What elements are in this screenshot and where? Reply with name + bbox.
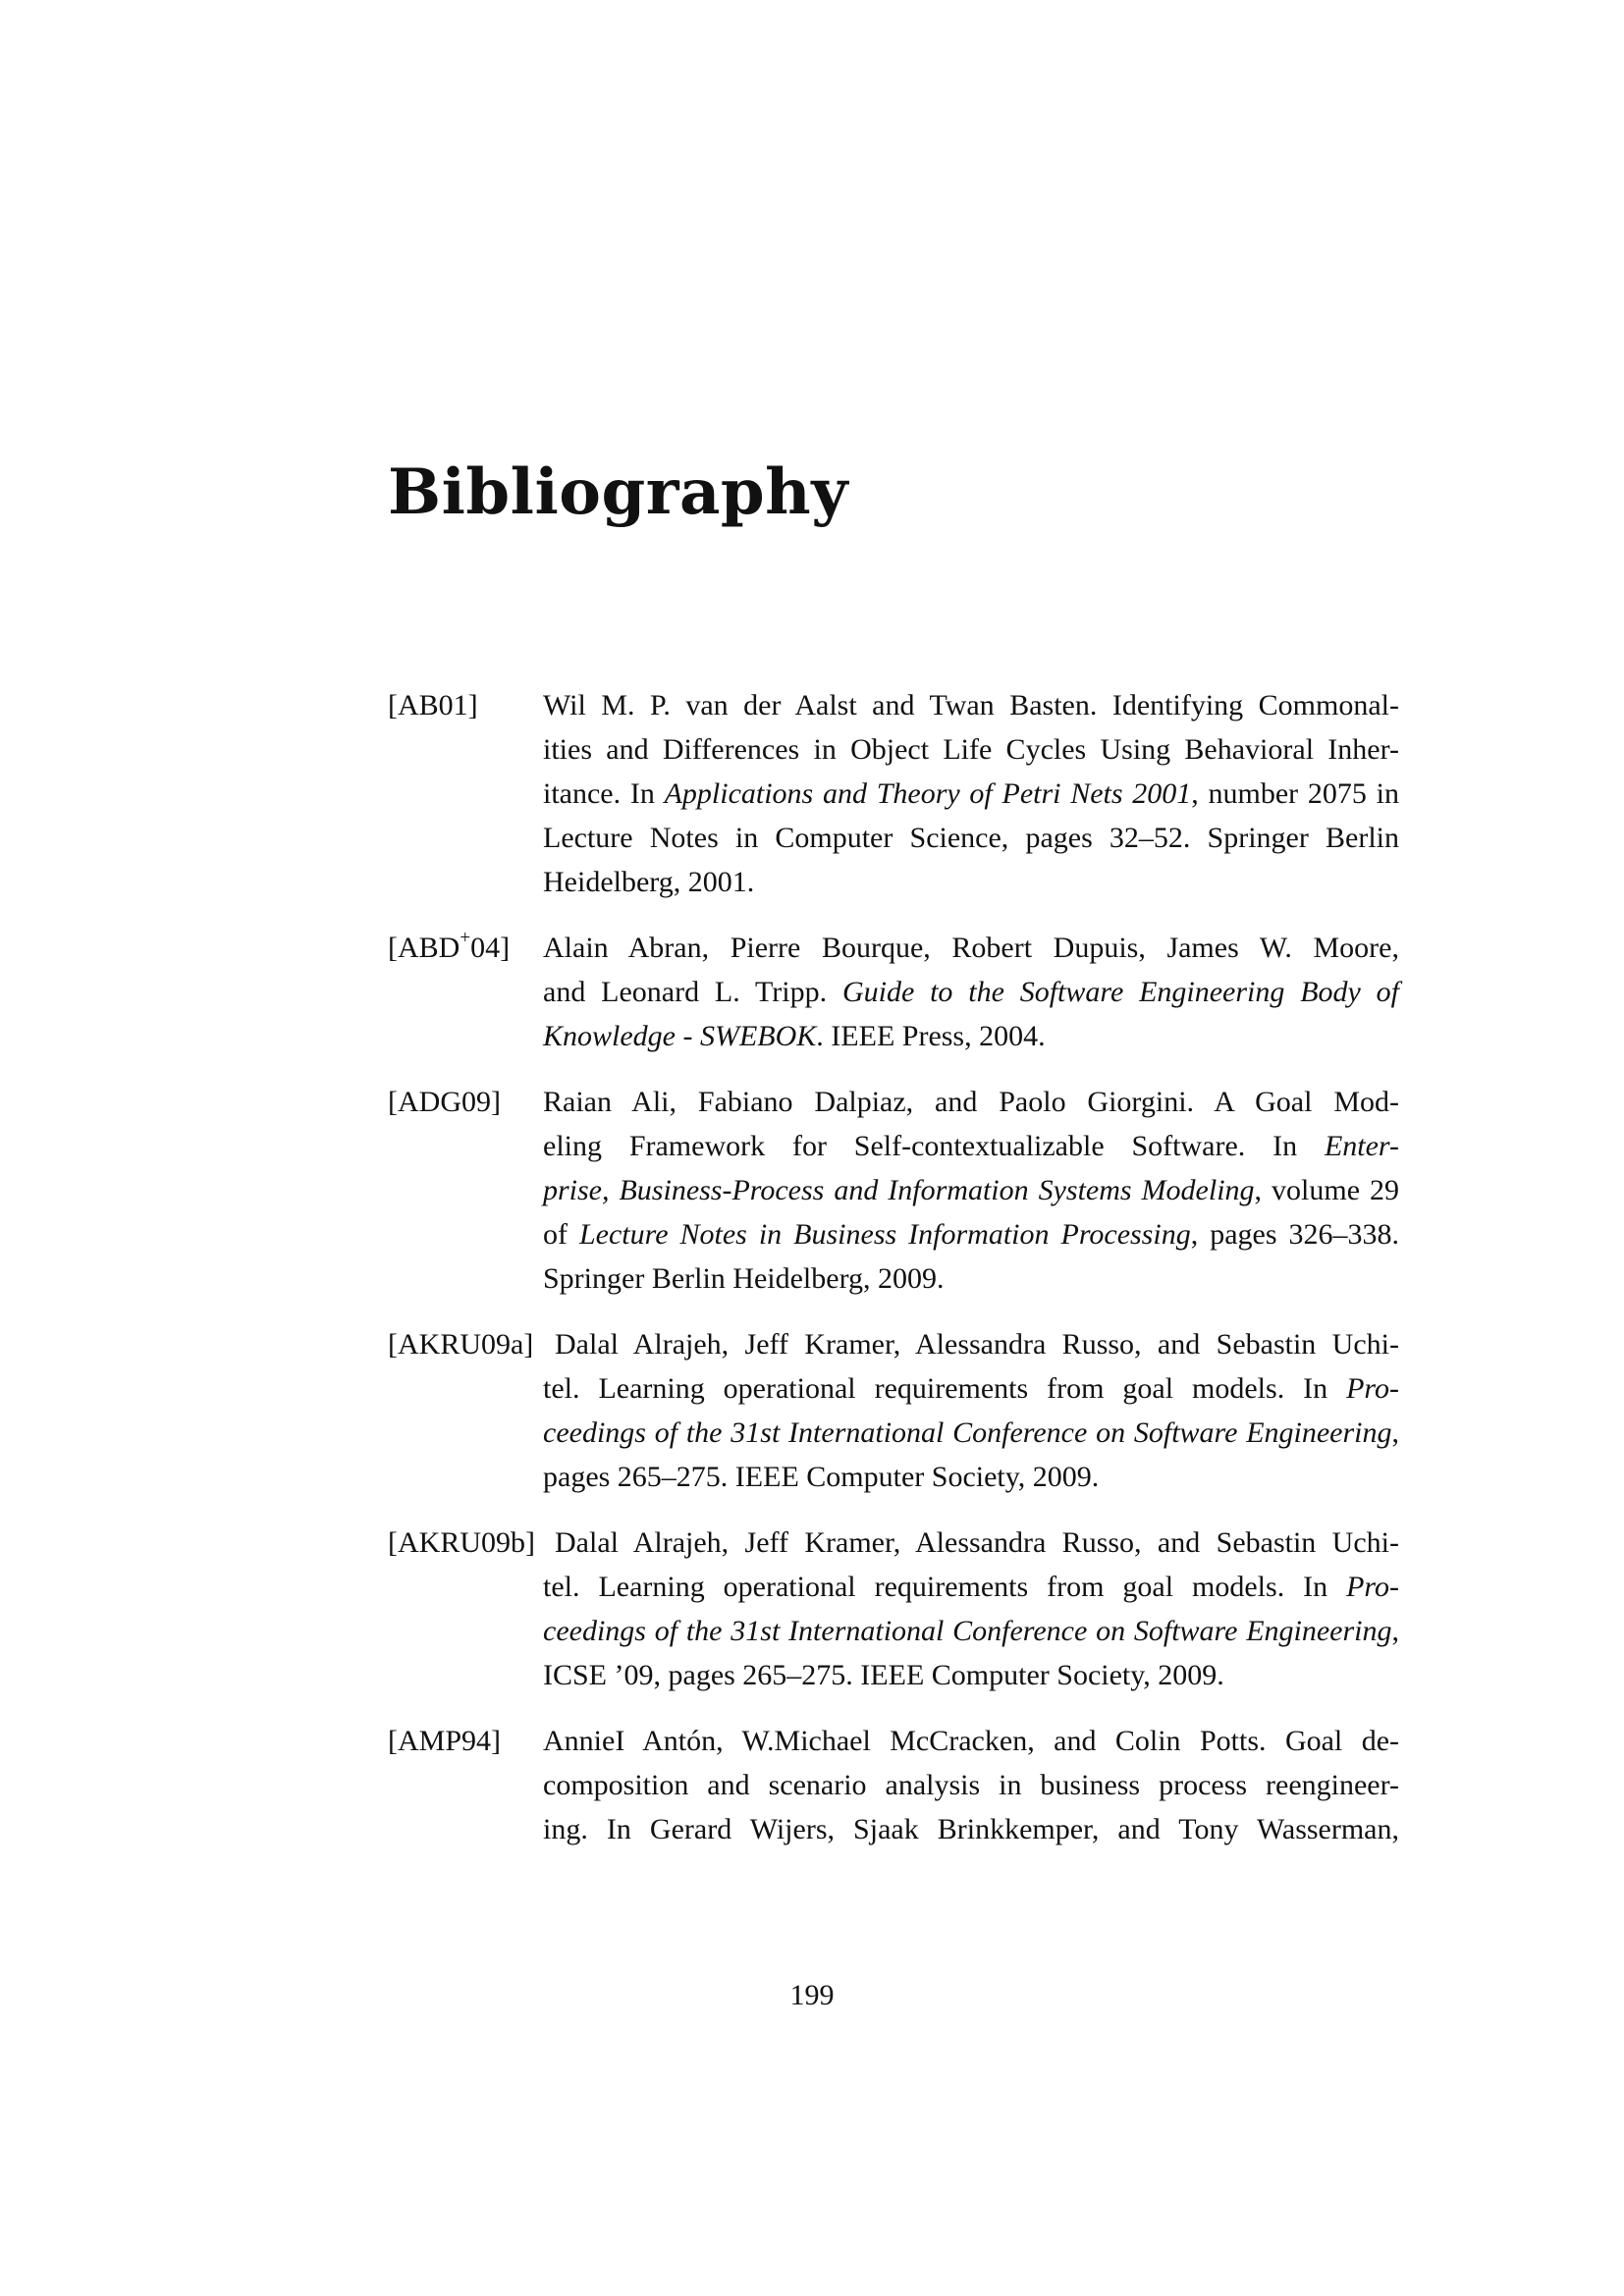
bib-line: Dalal Alrajeh, Jeff Kramer, Alessandra Russo, and Sebastin Uchi-	[555, 1328, 1399, 1361]
bib-line: and Leonard L. Tripp. Guide to the Software Engineering Body of	[543, 976, 1400, 1008]
bib-text	[543, 1719, 1399, 1851]
bib-title-italic: prise, Business-Process and Information Systems Modeling	[543, 1174, 1255, 1206]
bib-line: tel. Learning operational requirements from goal models. In Pro-	[543, 1372, 1399, 1405]
bib-text	[543, 683, 1399, 904]
bib-text	[543, 1521, 1399, 1697]
bib-key: [AKRU09b]	[388, 1526, 535, 1559]
bib-entry-akru09b	[388, 1521, 1399, 1697]
bib-line: Raian Ali, Fabiano Dalpiaz, and Paolo Giorgini. A Goal Mod-	[543, 1086, 1399, 1118]
bib-key: [AMP94]	[388, 1725, 502, 1757]
bib-line: Alain Abran, Pierre Bourque, Robert Dupuis, James W. Moore,	[543, 932, 1399, 964]
bib-key-superscript: +	[460, 928, 471, 948]
bib-key: [ADG09]	[388, 1086, 501, 1118]
bib-line: ceedings of the 31st International Conference on Software Engineering,	[543, 1416, 1399, 1449]
bib-line: Springer Berlin Heidelberg, 2009.	[543, 1262, 945, 1295]
bib-title-italic: Knowledge - SWEBOK	[543, 1020, 817, 1052]
bib-title-italic: ceedings of the 31st International Conference on Software Engineering	[543, 1615, 1392, 1647]
bib-line: Dalal Alrajeh, Jeff Kramer, Alessandra Russo, and Sebastin Uchi-	[555, 1526, 1399, 1559]
bib-line: Heidelberg, 2001.	[543, 866, 755, 898]
bib-line: Knowledge - SWEBOK. IEEE Press, 2004.	[543, 1020, 1046, 1052]
bib-line: eling Framework for Self-contextualizable Software. In Enter-	[543, 1130, 1399, 1162]
bib-line: itance. In Applications and Theory of Petri Nets 2001, number 2075 in	[543, 777, 1399, 810]
bib-line: Lecture Notes in Computer Science, pages 32–52. Springer Berlin	[543, 822, 1399, 854]
bib-text	[543, 926, 1399, 1058]
bibliography-list	[388, 683, 1399, 1873]
bib-entry-ab01	[388, 683, 1399, 904]
bib-line: ing. In Gerard Wijers, Sjaak Brinkkemper, and Tony Wasserman,	[543, 1813, 1399, 1845]
bib-line: pages 265–275. IEEE Computer Society, 2009.	[543, 1461, 1100, 1493]
bib-title-italic: Enter-	[1324, 1130, 1399, 1162]
bib-line: tel. Learning operational requirements from goal models. In Pro-	[543, 1571, 1399, 1603]
page-number: 199	[789, 1979, 835, 2011]
bib-series-italic: Lecture Notes in Business Information Processing	[578, 1218, 1191, 1251]
bib-line: composition and scenario analysis in business process reengineer-	[543, 1769, 1399, 1801]
bib-text	[543, 1080, 1399, 1301]
page-title: Bibliography	[388, 455, 848, 529]
bib-title-italic: Applications and Theory of Petri Nets 2001	[664, 777, 1192, 810]
bib-line: ities and Differences in Object Life Cycles Using Behavioral Inher-	[543, 733, 1399, 766]
bib-key: [ABD+04]	[388, 928, 511, 964]
bib-entry-abd04	[388, 926, 1399, 1058]
bib-line: ICSE ’09, pages 265–275. IEEE Computer Society, 2009.	[543, 1659, 1224, 1691]
bib-entry-akru09a	[388, 1322, 1399, 1499]
bib-title-italic: ceedings of the 31st International Conference on Software Engineering	[543, 1416, 1392, 1449]
bib-entry-adg09	[388, 1080, 1399, 1301]
bib-line: prise, Business-Process and Information Systems Modeling, volume 29	[543, 1174, 1399, 1206]
bib-title-italic: Pro-	[1346, 1571, 1399, 1603]
bib-text	[543, 1322, 1399, 1499]
bib-entry-amp94	[388, 1719, 1399, 1851]
bib-line: ceedings of the 31st International Conference on Software Engineering,	[543, 1615, 1399, 1647]
bib-key: [AKRU09a]	[388, 1328, 534, 1361]
bib-line: Wil M. P. van der Aalst and Twan Basten. Identifying Commonal-	[543, 689, 1399, 721]
bib-title-italic: Guide to the Software Engineering Body of	[841, 976, 1400, 1008]
bib-title-italic: Pro-	[1346, 1372, 1399, 1405]
bib-line: AnnieI Antón, W.Michael McCracken, and Colin Potts. Goal de-	[543, 1725, 1399, 1757]
bib-line: of Lecture Notes in Business Information Processing, pages 326–338.	[543, 1218, 1399, 1251]
bib-key: [AB01]	[388, 689, 478, 721]
